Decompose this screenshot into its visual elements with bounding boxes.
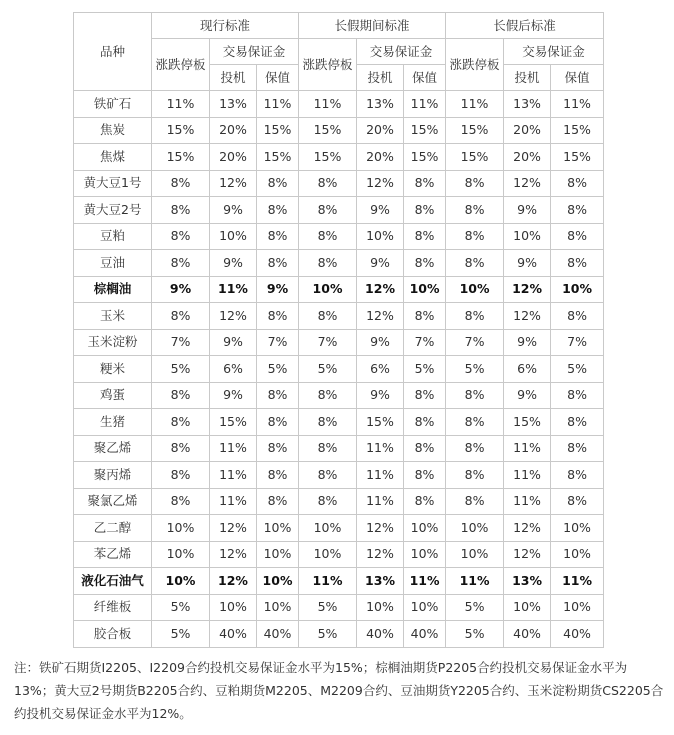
value-cell: 7%	[446, 329, 504, 356]
header-margin: 交易保证金	[210, 39, 299, 65]
value-cell: 20%	[210, 117, 257, 144]
value-cell: 8%	[404, 197, 446, 224]
table-row	[74, 303, 604, 330]
value-cell: 8%	[551, 250, 604, 277]
value-cell: 8%	[551, 197, 604, 224]
value-cell: 12%	[357, 276, 404, 303]
value-cell: 15%	[257, 117, 299, 144]
value-cell: 9%	[210, 382, 257, 409]
value-cell: 8%	[257, 170, 299, 197]
product-name-cell: 聚丙烯	[74, 462, 152, 489]
value-cell: 40%	[504, 621, 551, 648]
value-cell: 12%	[504, 276, 551, 303]
value-cell: 9%	[504, 382, 551, 409]
value-cell: 5%	[446, 356, 504, 383]
value-cell: 40%	[404, 621, 446, 648]
value-cell: 13%	[504, 91, 551, 118]
value-cell: 40%	[357, 621, 404, 648]
value-cell: 12%	[504, 541, 551, 568]
table-row	[74, 117, 604, 144]
table-row	[74, 435, 604, 462]
value-cell: 11%	[551, 568, 604, 595]
value-cell: 7%	[299, 329, 357, 356]
value-cell: 9%	[210, 329, 257, 356]
value-cell: 13%	[504, 568, 551, 595]
value-cell: 10%	[257, 541, 299, 568]
value-cell: 9%	[357, 250, 404, 277]
value-cell: 8%	[152, 197, 210, 224]
value-cell: 15%	[446, 144, 504, 171]
value-cell: 8%	[551, 462, 604, 489]
value-cell: 11%	[404, 568, 446, 595]
product-name-cell: 粳米	[74, 356, 152, 383]
value-cell: 15%	[257, 144, 299, 171]
value-cell: 8%	[446, 170, 504, 197]
table-row	[74, 223, 604, 250]
table-row	[74, 250, 604, 277]
value-cell: 10%	[404, 541, 446, 568]
product-name-cell: 乙二醇	[74, 515, 152, 542]
value-cell: 10%	[357, 223, 404, 250]
value-cell: 8%	[404, 170, 446, 197]
value-cell: 8%	[299, 382, 357, 409]
value-cell: 11%	[504, 488, 551, 515]
value-cell: 40%	[551, 621, 604, 648]
value-cell: 20%	[210, 144, 257, 171]
table-row	[74, 276, 604, 303]
value-cell: 10%	[152, 541, 210, 568]
value-cell: 10%	[504, 223, 551, 250]
value-cell: 15%	[404, 144, 446, 171]
header-row-2	[74, 39, 604, 65]
value-cell: 8%	[152, 462, 210, 489]
value-cell: 10%	[257, 568, 299, 595]
value-cell: 8%	[257, 250, 299, 277]
value-cell: 8%	[446, 409, 504, 436]
value-cell: 5%	[152, 621, 210, 648]
value-cell: 9%	[210, 250, 257, 277]
value-cell: 8%	[299, 488, 357, 515]
table-row	[74, 515, 604, 542]
value-cell: 13%	[357, 568, 404, 595]
value-cell: 15%	[504, 409, 551, 436]
value-cell: 8%	[152, 303, 210, 330]
table-row	[74, 488, 604, 515]
value-cell: 10%	[357, 594, 404, 621]
value-cell: 8%	[257, 435, 299, 462]
value-cell: 20%	[357, 144, 404, 171]
value-cell: 5%	[551, 356, 604, 383]
value-cell: 10%	[446, 515, 504, 542]
value-cell: 8%	[257, 223, 299, 250]
value-cell: 8%	[299, 409, 357, 436]
value-cell: 8%	[299, 250, 357, 277]
value-cell: 15%	[551, 144, 604, 171]
value-cell: 11%	[504, 462, 551, 489]
value-cell: 8%	[446, 250, 504, 277]
table-row	[74, 91, 604, 118]
value-cell: 8%	[299, 223, 357, 250]
table-row	[74, 541, 604, 568]
value-cell: 7%	[404, 329, 446, 356]
value-cell: 8%	[551, 488, 604, 515]
value-cell: 8%	[446, 223, 504, 250]
value-cell: 15%	[152, 144, 210, 171]
product-name-cell: 聚氯乙烯	[74, 488, 152, 515]
value-cell: 15%	[357, 409, 404, 436]
product-name-cell: 豆粕	[74, 223, 152, 250]
value-cell: 12%	[357, 515, 404, 542]
table-row	[74, 144, 604, 171]
value-cell: 13%	[357, 91, 404, 118]
value-cell: 10%	[210, 223, 257, 250]
value-cell: 8%	[257, 462, 299, 489]
value-cell: 12%	[504, 170, 551, 197]
value-cell: 11%	[446, 91, 504, 118]
value-cell: 9%	[357, 197, 404, 224]
value-cell: 9%	[210, 197, 257, 224]
value-cell: 8%	[152, 488, 210, 515]
value-cell: 8%	[551, 409, 604, 436]
product-name-cell: 豆油	[74, 250, 152, 277]
value-cell: 20%	[504, 144, 551, 171]
value-cell: 8%	[299, 197, 357, 224]
value-cell: 9%	[357, 382, 404, 409]
product-name-cell: 生猪	[74, 409, 152, 436]
product-name-cell: 液化石油气	[74, 568, 152, 595]
header-row-1	[74, 13, 604, 39]
value-cell: 12%	[504, 515, 551, 542]
value-cell: 8%	[446, 435, 504, 462]
header-hedge: 保值	[551, 65, 604, 91]
value-cell: 13%	[210, 91, 257, 118]
value-cell: 8%	[404, 250, 446, 277]
value-cell: 10%	[404, 594, 446, 621]
value-cell: 11%	[257, 91, 299, 118]
value-cell: 8%	[299, 462, 357, 489]
value-cell: 8%	[152, 250, 210, 277]
header-group-holiday: 长假期间标准	[299, 13, 446, 39]
value-cell: 5%	[299, 356, 357, 383]
value-cell: 10%	[404, 276, 446, 303]
value-cell: 8%	[551, 303, 604, 330]
value-cell: 5%	[299, 621, 357, 648]
value-cell: 40%	[210, 621, 257, 648]
value-cell: 11%	[404, 91, 446, 118]
table-row	[74, 409, 604, 436]
value-cell: 10%	[504, 594, 551, 621]
product-name-cell: 焦煤	[74, 144, 152, 171]
value-cell: 20%	[504, 117, 551, 144]
value-cell: 5%	[446, 621, 504, 648]
value-cell: 11%	[210, 488, 257, 515]
value-cell: 8%	[404, 303, 446, 330]
table-row	[74, 621, 604, 648]
value-cell: 10%	[257, 594, 299, 621]
value-cell: 11%	[299, 568, 357, 595]
product-name-cell: 焦炭	[74, 117, 152, 144]
value-cell: 10%	[299, 515, 357, 542]
header-limit: 涨跌停板	[446, 39, 504, 91]
value-cell: 6%	[210, 356, 257, 383]
header-margin: 交易保证金	[357, 39, 446, 65]
product-name-cell: 玉米	[74, 303, 152, 330]
table-row	[74, 462, 604, 489]
value-cell: 5%	[152, 356, 210, 383]
table-row	[74, 170, 604, 197]
value-cell: 12%	[210, 303, 257, 330]
value-cell: 15%	[404, 117, 446, 144]
value-cell: 15%	[299, 117, 357, 144]
value-cell: 8%	[152, 223, 210, 250]
value-cell: 10%	[551, 515, 604, 542]
value-cell: 10%	[446, 541, 504, 568]
value-cell: 8%	[299, 435, 357, 462]
value-cell: 8%	[257, 197, 299, 224]
value-cell: 10%	[299, 541, 357, 568]
value-cell: 10%	[446, 276, 504, 303]
value-cell: 8%	[551, 435, 604, 462]
product-name-cell: 玉米淀粉	[74, 329, 152, 356]
header-group-after: 长假后标准	[446, 13, 604, 39]
value-cell: 15%	[299, 144, 357, 171]
value-cell: 9%	[257, 276, 299, 303]
value-cell: 6%	[357, 356, 404, 383]
value-cell: 8%	[446, 462, 504, 489]
table-row	[74, 594, 604, 621]
value-cell: 11%	[299, 91, 357, 118]
value-cell: 40%	[257, 621, 299, 648]
value-cell: 12%	[357, 303, 404, 330]
value-cell: 12%	[210, 568, 257, 595]
value-cell: 7%	[152, 329, 210, 356]
value-cell: 8%	[404, 488, 446, 515]
product-name-cell: 纤维板	[74, 594, 152, 621]
value-cell: 9%	[504, 250, 551, 277]
product-name-cell: 鸡蛋	[74, 382, 152, 409]
value-cell: 8%	[551, 170, 604, 197]
value-cell: 10%	[551, 594, 604, 621]
value-cell: 5%	[404, 356, 446, 383]
value-cell: 12%	[210, 170, 257, 197]
value-cell: 8%	[152, 435, 210, 462]
value-cell: 11%	[152, 91, 210, 118]
value-cell: 11%	[210, 462, 257, 489]
value-cell: 15%	[210, 409, 257, 436]
value-cell: 8%	[257, 488, 299, 515]
value-cell: 9%	[504, 329, 551, 356]
header-limit: 涨跌停板	[152, 39, 210, 91]
value-cell: 11%	[357, 488, 404, 515]
header-group-current: 现行标准	[152, 13, 299, 39]
value-cell: 9%	[152, 276, 210, 303]
header-spec: 投机	[504, 65, 551, 91]
value-cell: 8%	[404, 409, 446, 436]
value-cell: 11%	[446, 568, 504, 595]
value-cell: 5%	[257, 356, 299, 383]
value-cell: 8%	[551, 223, 604, 250]
value-cell: 10%	[257, 515, 299, 542]
value-cell: 5%	[152, 594, 210, 621]
value-cell: 12%	[210, 515, 257, 542]
header-margin: 交易保证金	[504, 39, 604, 65]
value-cell: 8%	[404, 382, 446, 409]
value-cell: 8%	[152, 382, 210, 409]
value-cell: 8%	[152, 170, 210, 197]
value-cell: 11%	[551, 91, 604, 118]
value-cell: 10%	[152, 515, 210, 542]
value-cell: 10%	[404, 515, 446, 542]
table-row	[74, 356, 604, 383]
value-cell: 9%	[504, 197, 551, 224]
product-name-cell: 黄大豆1号	[74, 170, 152, 197]
value-cell: 10%	[210, 594, 257, 621]
table-row	[74, 197, 604, 224]
value-cell: 10%	[551, 541, 604, 568]
table-row	[74, 329, 604, 356]
product-name-cell: 聚乙烯	[74, 435, 152, 462]
value-cell: 8%	[446, 303, 504, 330]
value-cell: 7%	[551, 329, 604, 356]
header-product: 品种	[74, 13, 152, 91]
value-cell: 8%	[404, 462, 446, 489]
product-name-cell: 黄大豆2号	[74, 197, 152, 224]
header-spec: 投机	[357, 65, 404, 91]
value-cell: 15%	[152, 117, 210, 144]
value-cell: 8%	[446, 382, 504, 409]
value-cell: 11%	[210, 435, 257, 462]
value-cell: 11%	[504, 435, 551, 462]
table-row	[74, 568, 604, 595]
value-cell: 8%	[404, 223, 446, 250]
value-cell: 8%	[257, 409, 299, 436]
product-name-cell: 棕榈油	[74, 276, 152, 303]
value-cell: 8%	[257, 382, 299, 409]
value-cell: 8%	[551, 382, 604, 409]
value-cell: 15%	[446, 117, 504, 144]
value-cell: 8%	[446, 197, 504, 224]
header-hedge: 保值	[257, 65, 299, 91]
value-cell: 8%	[404, 435, 446, 462]
header-spec: 投机	[210, 65, 257, 91]
value-cell: 12%	[357, 541, 404, 568]
value-cell: 10%	[551, 276, 604, 303]
value-cell: 10%	[299, 276, 357, 303]
header-hedge: 保值	[404, 65, 446, 91]
value-cell: 12%	[504, 303, 551, 330]
value-cell: 5%	[299, 594, 357, 621]
value-cell: 20%	[357, 117, 404, 144]
value-cell: 11%	[357, 462, 404, 489]
value-cell: 8%	[446, 488, 504, 515]
value-cell: 8%	[152, 409, 210, 436]
header-limit: 涨跌停板	[299, 39, 357, 91]
value-cell: 11%	[357, 435, 404, 462]
value-cell: 6%	[504, 356, 551, 383]
value-cell: 11%	[210, 276, 257, 303]
product-name-cell: 铁矿石	[74, 91, 152, 118]
value-cell: 5%	[446, 594, 504, 621]
value-cell: 8%	[257, 303, 299, 330]
value-cell: 12%	[357, 170, 404, 197]
value-cell: 12%	[210, 541, 257, 568]
value-cell: 9%	[357, 329, 404, 356]
product-name-cell: 胶合板	[74, 621, 152, 648]
value-cell: 8%	[299, 170, 357, 197]
product-name-cell: 苯乙烯	[74, 541, 152, 568]
value-cell: 10%	[152, 568, 210, 595]
value-cell: 15%	[551, 117, 604, 144]
footnote: 注：铁矿石期货I2205、I2209合约投机交易保证金水平为15%；棕榈油期货P2205合约投机交易保证金水平为13%；黄大豆2号期货B2205合约、豆粕期货M2205、M2209合约、豆油期货Y2205合约、玉米淀粉期货CS2205合约投机交易保证金水平为12%。	[14, 660, 664, 721]
margin-table	[73, 12, 604, 648]
table-row	[74, 382, 604, 409]
value-cell: 8%	[299, 303, 357, 330]
value-cell: 7%	[257, 329, 299, 356]
